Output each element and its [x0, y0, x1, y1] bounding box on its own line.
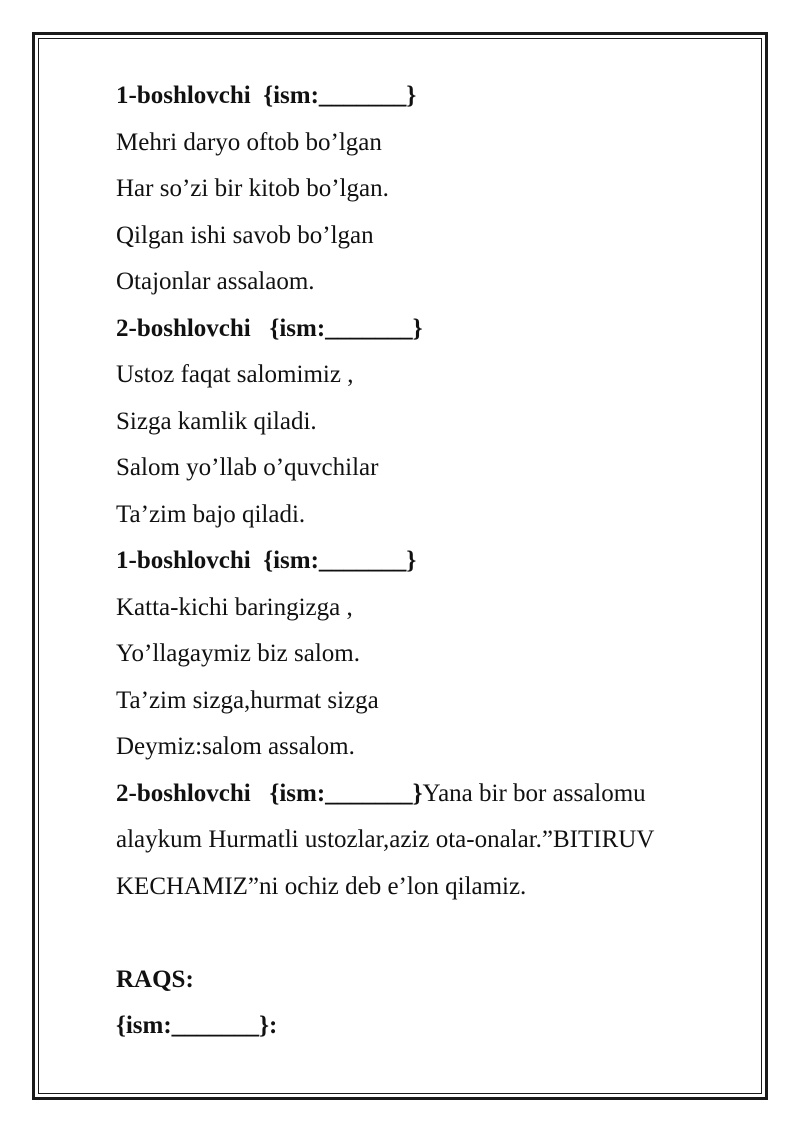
verse-line: Deymiz:salom assalom.	[116, 733, 355, 760]
speaker-paragraph-4	[116, 771, 716, 818]
verse-line: Ustoz faqat salomimiz ,	[116, 361, 354, 388]
paragraph-text: Yana bir bor assalomu	[422, 779, 646, 807]
paragraph-line: alaykum Hurmatli ustozlar,aziz ota-onalar.”BITIRUV	[116, 826, 655, 853]
verse-line: Salom yo’llab o’quvchilar	[116, 454, 379, 481]
verse-line: Yo’llagaymiz biz salom.	[116, 640, 360, 667]
speaker-label-4: 2-boshlovchi {ism:_______}	[116, 779, 423, 807]
speaker-label-2: 2-boshlovchi {ism:_______}	[116, 314, 423, 342]
verse-line: Katta-kichi baringizga ,	[116, 593, 353, 621]
verse-line: Ta’zim sizga,hurmat sizga	[116, 686, 379, 714]
verse-line: Mehri daryo oftob bo’lgan	[116, 128, 382, 156]
verse-line: Qilgan ishi savob bo’lgan	[116, 221, 374, 249]
blank-line	[116, 910, 716, 957]
verse-line: Har so’zi bir kitob bo’lgan.	[116, 175, 389, 202]
verse-line: Sizga kamlik qiladi.	[116, 407, 317, 435]
speaker-label-3: 1-boshlovchi {ism:_______}	[116, 547, 417, 574]
speaker-label-1: 1-boshlovchi {ism:_______}	[116, 82, 417, 109]
section-heading: RAQS:	[116, 965, 194, 993]
paragraph-line: KECHAMIZ”ni ochiz deb e’lon qilamiz.	[116, 872, 527, 900]
verse-line: Ta’zim bajo qiladi.	[116, 500, 306, 528]
verse-line: Otajonlar assalaom.	[116, 268, 315, 295]
document-body	[116, 73, 716, 1050]
name-placeholder: {ism:_______}:	[116, 1012, 278, 1039]
